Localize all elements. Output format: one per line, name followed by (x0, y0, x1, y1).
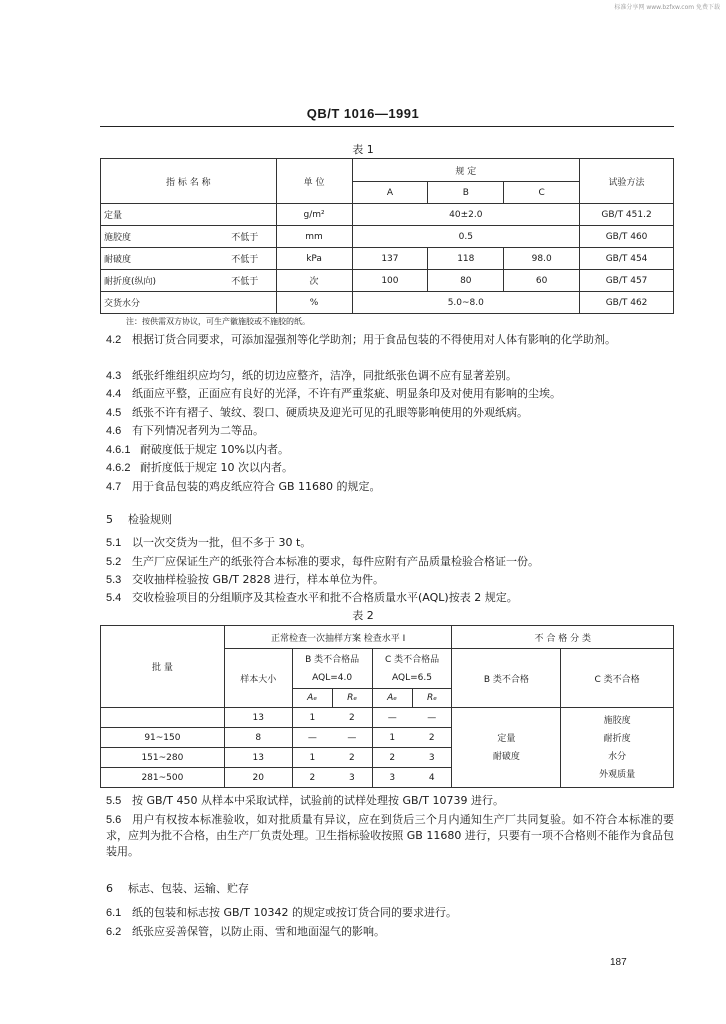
t2-header-sample-size: 样本大小 (224, 649, 292, 708)
clause-text: 用户有权按本标准验收，如对批质量有异议，应在到货后三个月内通知生产厂共同复验。如不符合本标准的要求，应判为批不合格，由生产厂负责处理。卫生指标验收按照 GB 11680 进行，只要有一项不合格则不能作为食品包装用。 (106, 813, 674, 858)
table-row (101, 248, 674, 270)
t2-cell-c-re: 4 (412, 768, 452, 788)
t1-cell-method: GB/T 451.2 (580, 204, 674, 226)
t2-cell-c-re: 2 (412, 728, 452, 748)
clause-text: 纸的包装和标志按 GB/T 10342 的规定或按订货合同的要求进行。 (132, 906, 457, 919)
t2-cell-lot: 281~500 (101, 768, 225, 788)
t2-cell-b-ac: 2 (292, 768, 332, 788)
t1-cell-method: GB/T 454 (580, 248, 674, 270)
t1-header-method: 试验方法 (580, 159, 674, 204)
t1-header-grade-b: B (428, 182, 504, 204)
clause-number: 5.4 (106, 592, 122, 604)
paragraph-5-1 (106, 536, 674, 550)
t2-cell-b-ac: — (292, 728, 332, 748)
t2-header-class-c-defect (372, 649, 452, 689)
t1-cell-unit: kPa (276, 248, 352, 270)
section-title: 检验规则 (128, 513, 172, 526)
t2-header-lot: 批 量 (101, 626, 225, 708)
t2-class-c-items (561, 708, 674, 788)
clause-number: 4.6.1 (106, 444, 131, 456)
paragraph-4-2 (106, 332, 674, 348)
paragraph-6-2 (106, 925, 674, 939)
class-c-item: 耐折度 (603, 733, 631, 744)
t1-header-unit: 单 位 (276, 159, 352, 204)
class-b-item: 定量 (497, 733, 516, 744)
t1-cell-grade-a: 137 (352, 248, 428, 270)
t1-cell-qualifier: 不低于 (228, 226, 276, 248)
clause-number: 4.6 (106, 425, 122, 437)
clause-text: 以一次交货为一批，但不多于 30 t。 (132, 536, 312, 549)
t1-cell-qualifier: 不低于 (228, 270, 276, 292)
t2-cell-lot: 91~150 (101, 728, 225, 748)
t2-cell-size: 13 (224, 748, 292, 768)
clause-text: 纸张不许有褶子、皱纹、裂口、硬质块及迎光可见的孔眼等影响使用的外观纸病。 (132, 406, 528, 419)
clause-number: 4.6.2 (106, 462, 131, 474)
clause-number: 4.7 (106, 481, 122, 493)
t1-cell-unit: 次 (276, 270, 352, 292)
t2-cell-c-ac: 3 (372, 768, 412, 788)
t2-header-class-b: B 类不合格 (452, 649, 561, 708)
t1-cell-grade-c: 60 (504, 270, 580, 292)
class-b-defect-label: B 类不合格品 (305, 654, 360, 665)
t2-cell-size: 8 (224, 728, 292, 748)
t1-cell-unit: g/m² (276, 204, 352, 226)
t2-cell-b-re: 2 (332, 748, 372, 768)
clause-text: 有下列情况者列为二等品。 (132, 424, 264, 437)
table1-caption: 表 1 (352, 143, 374, 156)
table-row (101, 204, 674, 226)
t2-cell-size: 13 (224, 708, 292, 728)
t1-cell-qualifier (228, 204, 276, 226)
t2-cell-lot: 151~280 (101, 748, 225, 768)
t1-cell-method: GB/T 460 (580, 226, 674, 248)
paragraph-4-7 (106, 480, 674, 494)
table1 (100, 158, 674, 314)
section-number: 6 (106, 882, 113, 895)
table-row (101, 292, 674, 314)
paragraph-4-6-1 (106, 443, 674, 457)
clause-text: 纸张应妥善保管，以防止雨、雪和地面湿气的影响。 (132, 925, 385, 938)
clause-number: 5.6 (106, 814, 122, 826)
t2-header-ac: Aₑ (292, 689, 332, 708)
t1-cell-value: 40±2.0 (352, 204, 580, 226)
clause-number: 5.5 (106, 795, 122, 807)
clause-number: 6.1 (106, 907, 122, 919)
t1-cell-qualifier (228, 292, 276, 314)
clause-number: 5.3 (106, 574, 122, 586)
clause-text: 纸张纤维组织应均匀，纸的切边应整齐，洁净，同批纸张色调不应有显著差别。 (132, 369, 517, 382)
t1-cell-name: 交货水分 (101, 292, 229, 314)
clause-text: 交收检验项目的分组顺序及其检查水平和批不合格质量水平(AQL)按表 2 规定。 (132, 591, 518, 604)
section-5-heading (106, 511, 172, 527)
section-title: 标志、包装、运输、贮存 (128, 882, 249, 895)
t1-header-grade-a: A (352, 182, 428, 204)
t1-cell-method: GB/T 457 (580, 270, 674, 292)
page-number: 187 (610, 957, 627, 968)
t2-header-nonconform: 不 合 格 分 类 (452, 626, 674, 649)
table-row (101, 708, 674, 728)
t1-cell-qualifier: 不低于 (228, 248, 276, 270)
t2-cell-c-ac: 2 (372, 748, 412, 768)
paragraph-5-2 (106, 555, 674, 569)
t2-cell-c-ac: 1 (372, 728, 412, 748)
clause-number: 4.2 (106, 334, 122, 346)
paragraph-6-1 (106, 906, 674, 920)
t1-cell-value: 0.5 (352, 226, 580, 248)
watermark: 标准分享网 www.bzfxw.com 免费下载 (614, 4, 720, 11)
t2-cell-b-re: 3 (332, 768, 372, 788)
t2-header-re: Rₑ (332, 689, 372, 708)
t2-cell-b-re: 2 (332, 708, 372, 728)
clause-number: 5.1 (106, 537, 122, 549)
t1-header-grade-c: C (504, 182, 580, 204)
t1-cell-unit: mm (276, 226, 352, 248)
class-c-defect-label: C 类不合格品 (384, 654, 440, 665)
clause-text: 按 GB/T 450 从样本中采取试样，试验前的试样处理按 GB/T 10739 进行。 (132, 794, 504, 807)
t1-header-name: 指 标 名 称 (101, 159, 277, 204)
t1-cell-grade-c: 98.0 (504, 248, 580, 270)
table-row (101, 270, 674, 292)
clause-text: 耐折度低于规定 10 次以内者。 (140, 461, 293, 474)
t1-cell-grade-b: 118 (428, 248, 504, 270)
aql-c-label: AQL=6.5 (392, 672, 432, 683)
paragraph-4-5 (106, 406, 674, 420)
clause-text: 用于食品包装的鸡皮纸应符合 GB 11680 的规定。 (132, 480, 381, 493)
clause-text: 耐破度低于规定 10%以内者。 (140, 443, 289, 456)
t2-cell-c-re: 3 (412, 748, 452, 768)
clause-number: 6.2 (106, 926, 122, 938)
t1-cell-method: GB/T 462 (580, 292, 674, 314)
header-rule (100, 126, 674, 127)
t1-cell-value: 5.0~8.0 (352, 292, 580, 314)
clause-number: 4.4 (106, 388, 122, 400)
paragraph-5-6 (106, 812, 674, 860)
clause-number: 4.5 (106, 407, 122, 419)
paragraph-4-3 (106, 369, 674, 383)
t2-cell-b-re: — (332, 728, 372, 748)
class-c-item: 施胶度 (603, 715, 631, 726)
table-row (101, 226, 674, 248)
t2-header-class-c: C 类不合格 (561, 649, 674, 708)
table1-note: 注：按供需双方协议，可生产徽施胶或不施胶的纸。 (126, 317, 310, 326)
t1-cell-name: 定量 (101, 204, 229, 226)
t2-header-ac: Aₑ (372, 689, 412, 708)
t2-header-class-b-defect (292, 649, 372, 689)
t2-cell-c-ac: — (372, 708, 412, 728)
section-number: 5 (106, 513, 113, 526)
clause-text: 生产厂应保证生产的纸张符合本标准的要求，每件应附有产品质量检验合格证一份。 (132, 555, 539, 568)
aql-b-label: AQL=4.0 (312, 672, 353, 683)
clause-text: 纸面应平整，正面应有良好的光泽，不许有严重浆疵、明显条印及对使用有影响的尘埃。 (132, 387, 561, 400)
t2-header-plan: 正常检查一次抽样方案 检查水平 Ⅰ (224, 626, 452, 649)
clause-number: 4.3 (106, 370, 122, 382)
paragraph-4-4 (106, 387, 674, 401)
t1-cell-grade-a: 100 (352, 270, 428, 292)
t2-header-re: Rₑ (412, 689, 452, 708)
paragraph-5-5 (106, 794, 674, 808)
class-c-item: 水分 (608, 751, 627, 762)
t1-cell-name: 耐破度 (101, 248, 229, 270)
t1-header-spec: 规 定 (352, 159, 580, 182)
t2-cell-lot (101, 708, 225, 728)
t2-cell-b-ac: 1 (292, 748, 332, 768)
t1-cell-name: 耐折度(纵向) (101, 270, 229, 292)
section-6-heading (106, 880, 249, 896)
paragraph-4-6 (106, 424, 674, 438)
paragraph-5-4 (106, 591, 674, 605)
t1-cell-name: 施胶度 (101, 226, 229, 248)
table2-caption: 表 2 (352, 609, 374, 622)
t2-cell-c-re: — (412, 708, 452, 728)
class-c-item: 外观质量 (599, 769, 636, 780)
clause-text: 交收抽样检验按 GB/T 2828 进行，样本单位为件。 (132, 573, 384, 586)
class-b-item: 耐破度 (492, 751, 520, 762)
t1-cell-grade-b: 80 (428, 270, 504, 292)
table2 (100, 625, 674, 788)
t2-cell-size: 20 (224, 768, 292, 788)
paragraph-5-3 (106, 573, 674, 587)
clause-text: 根据订货合同要求，可添加湿强剂等化学助剂；用于食品包装的不得使用对人体有影响的化学助剂。 (132, 333, 616, 346)
paragraph-4-6-2 (106, 461, 674, 475)
t1-cell-unit: % (276, 292, 352, 314)
t2-class-b-items (452, 708, 561, 788)
t2-cell-b-ac: 1 (292, 708, 332, 728)
standard-code: QB/T 1016—1991 (306, 106, 420, 121)
clause-number: 5.2 (106, 556, 122, 568)
